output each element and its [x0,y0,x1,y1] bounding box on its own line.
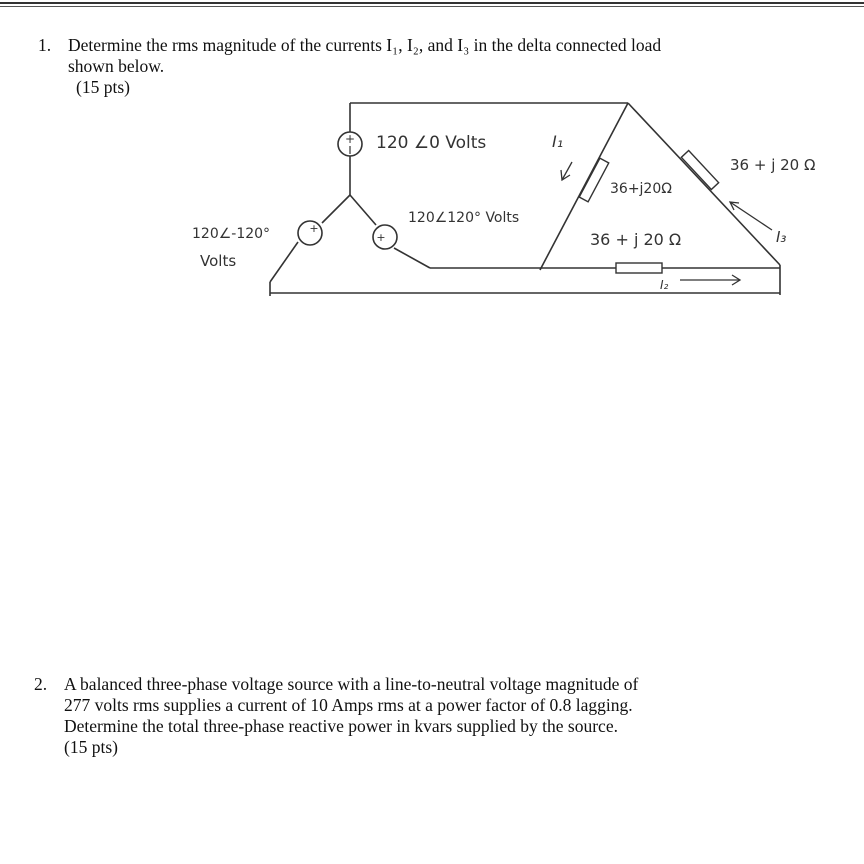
source-left-label-line-2: Volts [200,252,237,270]
voltage-source-left [298,221,322,245]
current-1-label: I₁ [552,132,564,151]
delta-circuit-diagram [180,90,864,310]
right-source-lead [394,248,430,268]
page-top-rule [0,2,864,4]
source-top-label: 120 ∠0 Volts [376,133,487,153]
source-left-plus: + [309,222,319,235]
question-2-text [64,674,638,758]
impedance-right-label: 36 + j 20 Ω [730,156,816,174]
current-3-label: I₃ [776,228,787,246]
question-2-line-2: 277 volts rms supplies a current of 10 Amps rms at a power factor of 0.8 lagging. [64,695,633,715]
question-2-line-3: Determine the total three-phase reactive power in kvars supplied by the source. [64,716,618,736]
source-right-label: 120∠120° Volts [408,210,520,226]
question-1-number: 1. [38,35,52,55]
wye-right-arm [350,195,376,225]
wye-left-arm [322,195,350,223]
page-top-rule-thin [0,6,864,7]
question-2-line-1: A balanced three-phase voltage source with a line-to-neutral voltage magnitude of [64,674,639,694]
question-2 [34,674,814,764]
source-right-plus: + [376,231,386,244]
question-2-number: 2. [34,674,48,694]
impedance-bottom-label: 36 + j 20 Ω [590,230,682,249]
left-source-lead [270,242,298,282]
question-1-line-1: Determine the rms magnitude of the currents I₁, I₂, and I₃ in the delta connected load [68,35,662,55]
source-top-plus: + [344,132,356,146]
source-left-label-line-1: 120∠-120° [192,226,271,242]
current-3-arrow [730,202,772,230]
voltage-source-top [338,132,362,156]
current-2-label: I₂ [660,278,669,292]
question-1-line-2: shown below. [68,56,165,76]
impedance-bottom-box [616,263,662,273]
voltage-source-right [373,225,397,249]
question-1-text [68,35,661,98]
impedance-left-label: 36+j20Ω [610,181,672,197]
question-2-points: (15 pts) [64,737,118,757]
impedance-right-box [681,151,718,190]
question-1-points: (15 pts) [76,77,130,97]
impedance-left-box [579,158,608,202]
